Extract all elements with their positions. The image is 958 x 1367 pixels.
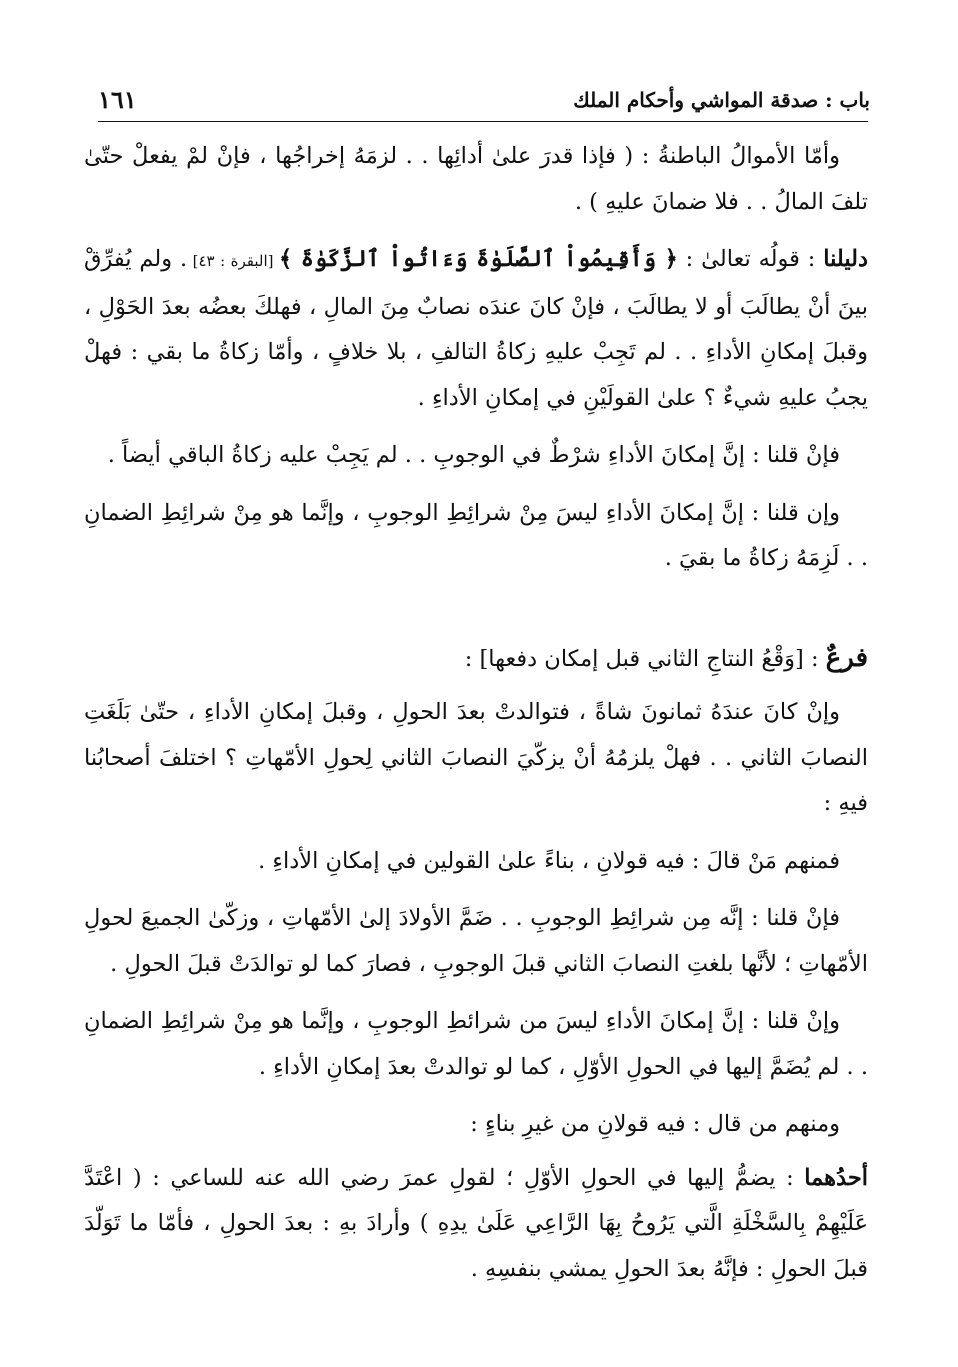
page-body	[84, 134, 868, 1304]
far-title: : [وَقْعُ النتاجِ الثاني قبل إمكان دفعها] :	[464, 645, 826, 672]
paragraph-7: فإنْ قلنا : إنَّه مِن شرائِطِ الوجوبِ . . ضَمَّ الأولادَ إلىٰ الأمّهاتِ ، وزكّىٰ الجميعَ لحولِ الأمّهاتِ ؛ لأنَّها بلغتِ النصابَ الثاني قبلَ الوجوبِ ، فصارَ كما لو توالدَتْ قبلَ الحولِ .	[84, 905, 868, 977]
header-rule	[98, 121, 868, 122]
paragraph-8: وإنْ قلنا : إنَّ إمكانَ الأداءِ ليسَ من شرائطِ الوجوبِ ، وإنَّما هو مِنْ شرائِطِ الضمانِ . . لم يُضَمَّ إليها في الحولِ الأوّلِ ، كما لو توالدتْ بعدَ إمكانِ الأداءِ .	[84, 1008, 868, 1080]
far-heading	[84, 636, 868, 683]
page-number: ١٦١	[98, 85, 137, 114]
ahaduhuma-label: أحدُهما	[804, 1164, 868, 1191]
paragraph-10-body: : يضمُّ إليها في الحولِ الأوّلِ ؛ لقولِ عمرَ رضي الله عنه للساعي : ( اعْتَدَّ عَلَيْهِمْ بِالسَّخْلَةِ الَّتي يَرُوحُ بِهَا الرَّاعِي عَلَىٰ يدِهِ ) وأرادَ بهِ : بعدَ الحولِ ، فأمّا ما تَوَلّدَ قبلَ الحولِ : فإنَّهُ بعدَ الحولِ يمشي بنفسِهِ .	[84, 1164, 868, 1282]
section-gap	[84, 594, 868, 636]
far-label: فرعٌ	[825, 642, 868, 673]
paragraph-2-body: . ولم يُفرِّقْ بينَ أنْ يطالَبَ أو لا يطالَبَ ، فإنْ كانَ عندَه نصابٌ مِنَ المالِ ، فهلكَ بعضُه بعدَ الحَوْلِ ، وقبلَ إمكانِ الأداءِ . . لم تَجِبْ عليهِ زكاةُ التالفِ ، بلا خلافٍ ، وأمّا زكاةُ ما بقي : فهلْ يجبُ عليهِ شيءٌ ؟ علىٰ القولَيْنِ في إمكانِ الأداءِ .	[84, 246, 868, 411]
paragraph-5: وإنْ كانَ عندَهُ ثمانونَ شاةً ، فتوالدتْ بعدَ الحولِ ، وقبلَ إمكانِ الأداءِ ، حتّىٰ بَلَغَتِ النصابَ الثاني . . فهلْ يلزمُهُ أنْ يزكّيَ النصابَ الثاني لِحولِ الأمّهاتِ ؟ اختلفَ أصحابُنا فيهِ :	[84, 699, 868, 816]
paragraph-6: فمنهم مَنْ قالَ : فيه قولانِ ، بناءً علىٰ القولين في إمكانِ الأداءِ .	[258, 847, 840, 874]
paragraph-10	[84, 1156, 868, 1293]
verse-reference: [البقرة : ٤٣]	[187, 252, 280, 270]
paragraph-2	[84, 237, 868, 421]
paragraph-1: وأمّا الأموالُ الباطنةُ : ( فإذا قدرَ علىٰ أدائِها . . لزمَهُ إخراجُها ، فإنْ لمْ يفعلْ حتّىٰ تلفَ المالُ . . فلا ضمانَ عليهِ ) .	[84, 143, 868, 215]
paragraph-3: فإنْ قلنا : إنَّ إمكانَ الأداءِ شرْطٌ في الوجوبِ . . لم يَجِبْ عليه زكاةُ الباقي أيضاً .	[107, 442, 840, 468]
paragraph-2-intro: : قولُه تعالىٰ :	[677, 246, 824, 272]
paragraph-4: وإن قلنا : إنَّ إمكانَ الأداءِ ليسَ مِنْ شرائِطِ الوجوبِ ، وإنَّما هو مِنْ شرائِطِ الضمانِ . . لَزِمَهُ زكاةُ ما بقيَ .	[84, 499, 868, 571]
quran-verse: ﴿ وَأَقِيمُواْ ٱلصَّلَوٰةَ وَءَاتُواْ ٱلزَّكَوٰةَ ﴾	[279, 246, 678, 272]
paragraph-9: ومنهم من قال : فيه قولانِ من غيرِ بناءٍ :	[470, 1111, 840, 1137]
running-header	[98, 74, 870, 118]
chapter-title: باب : صدقة المواشي وأحكام الملك	[573, 88, 870, 112]
dalil-label: دليلنا	[823, 246, 869, 272]
